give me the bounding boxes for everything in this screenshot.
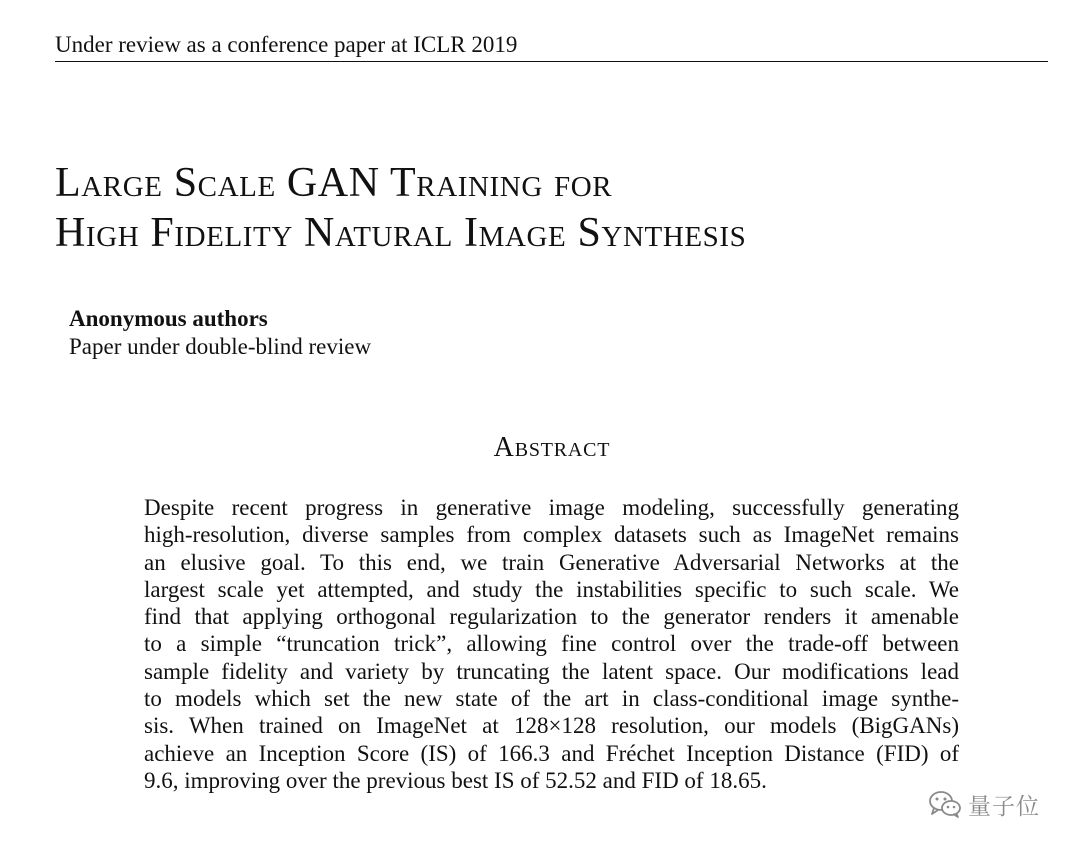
abstract-line: high-resolution, diverse samples from complex datasets such as ImageNet remains [144,522,959,548]
abstract-line: largest scale yet attempted, and study the instabilities specific to such scale. We [144,576,959,602]
watermark [928,786,1040,822]
abstract-line: to models which set the new state of the art in class-conditional image synthe- [144,686,959,712]
title-line-2: High Fidelity Natural Image Synthesis [55,210,747,256]
abstract-line: an elusive goal. To this end, we train Generative Adversarial Networks at the [144,549,959,575]
header-rule [55,61,1048,62]
author-name: Anonymous authors [69,306,268,331]
abstract-line: to a simple “truncation trick”, allowing fine control over the trade-off between [144,631,959,657]
abstract-line: Despite recent progress in generative image modeling, successfully generating [144,495,959,520]
paper-title [55,158,746,258]
watermark-text: 量子位 [968,793,1040,820]
author-block [69,305,371,361]
abstract-line: 9.6, improving over the previous best IS of 52.52 and FID of 18.65. [144,767,767,793]
abstract-line: find that applying orthogonal regularization to the generator renders it amenable [144,604,959,630]
review-note: Paper under double-blind review [69,334,372,359]
abstract-line: sis. When trained on ImageNet at 128×128 resolution, our models (BigGANs) [144,713,959,739]
abstract-heading: Abstract [493,432,611,463]
abstract-line: sample fidelity and variety by truncating the latent space. Our modifications lead [144,658,959,684]
abstract-line: achieve an Inception Score (IS) of 166.3 and Fréchet Inception Distance (FID) of [144,740,959,766]
running-header: Under review as a conference paper at ICLR 2019 [55,32,518,57]
title-line-1: Large Scale GAN Training for [55,160,613,206]
wechat-icon [928,789,962,819]
abstract-body [144,494,959,794]
